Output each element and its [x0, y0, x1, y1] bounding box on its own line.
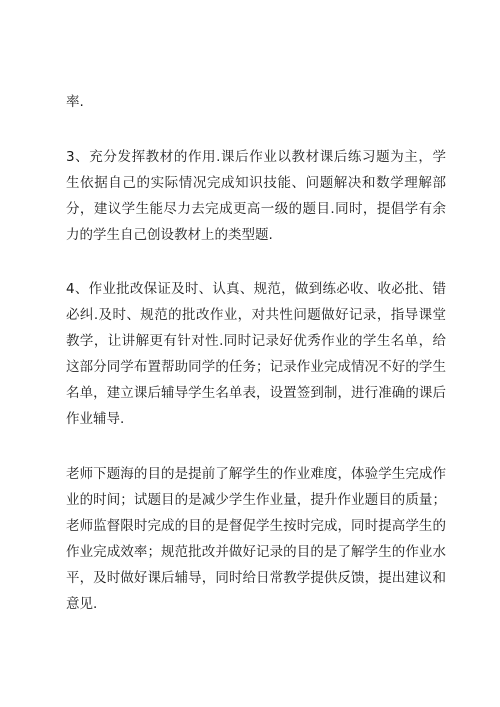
paragraph-line: 作业完成效率；规范批改并做好记录的目的是了解学生的作业水 [66, 544, 446, 560]
paragraph-line: 平，及时做好课后辅导，同时给日常教学提供反馈，提出建议和 [66, 570, 446, 586]
paragraph-line: 意见. [66, 596, 98, 612]
paragraph-line: 4、作业批改保证及时、认真、规范，做到练必收、收必批、错 [66, 281, 446, 297]
paragraph-line: 老师下题海的目的是提前了解学生的作业难度，体验学生完成作 [66, 466, 446, 482]
paragraph-line: 分，建议学生能尽力去完成更高一级的题目.同时，提倡学有余 [66, 201, 446, 217]
paragraph-line: 教学，让讲解更有针对性.同时记录好优秀作业的学生名单，给 [66, 333, 446, 349]
paragraph-line: 生依据自己的实际情况完成知识技能、问题解决和数学理解部 [66, 175, 446, 191]
paragraph-line: 3、充分发挥教材的作用.课后作业以教材课后练习题为主，学 [66, 149, 446, 165]
paragraph-line: 力的学生自己创设教材上的类型题. [66, 227, 273, 243]
paragraph-line: 率. [66, 94, 84, 110]
paragraph-line: 这部分同学布置帮助同学的任务；记录作业完成情况不好的学生 [66, 359, 446, 375]
paragraph-line: 名单，建立课后辅导学生名单表，设置签到制，进行准确的课后 [66, 385, 446, 401]
paragraph-line: 作业辅导. [66, 411, 125, 427]
paragraph-line: 必纠.及时、规范的批改作业，对共性问题做好记录，指导课堂 [66, 307, 446, 323]
paragraph-line: 业的时间；试题目的是减少学生作业量，提升作业题目的质量； [66, 492, 446, 508]
paragraph-line: 老师监督限时完成的目的是督促学生按时完成，同时提高学生的 [66, 518, 446, 534]
